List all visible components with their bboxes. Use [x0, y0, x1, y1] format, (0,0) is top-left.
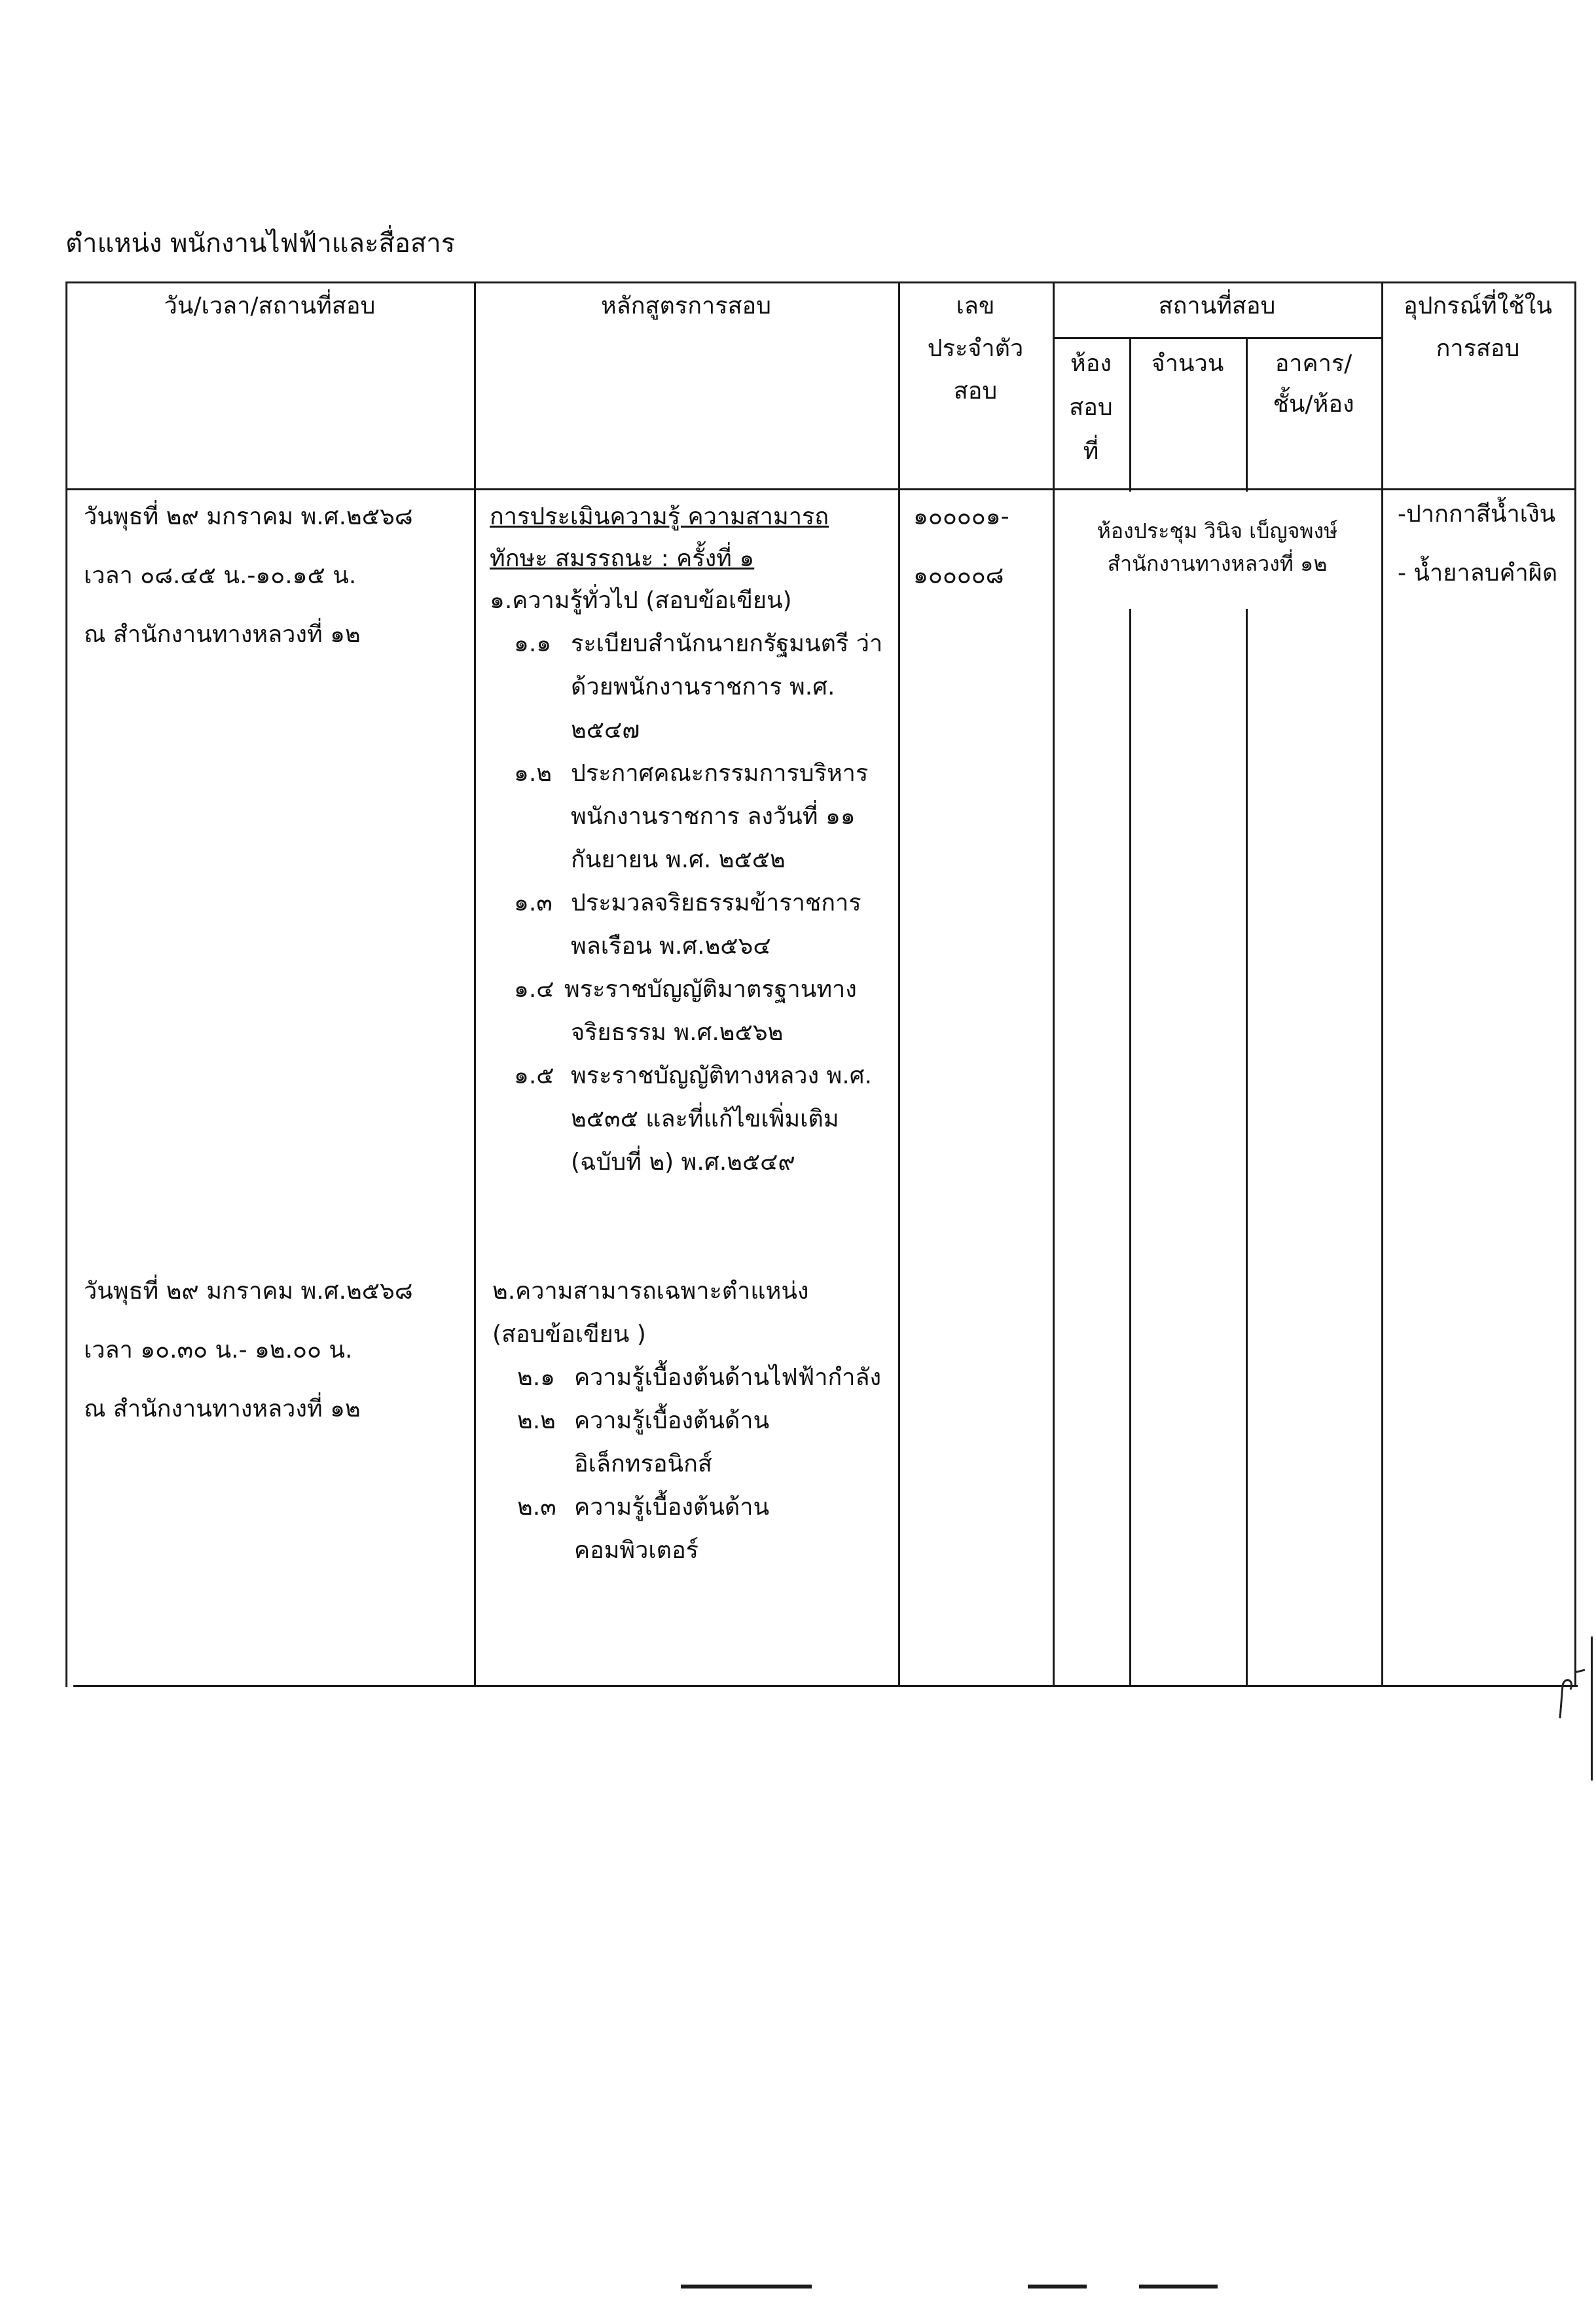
header-bottom-border: [65, 488, 1576, 490]
scan-artifact: [681, 2285, 812, 2288]
header-equipment-line1: อุปกรณ์ที่ใช้ใน: [1404, 293, 1552, 319]
table-top-border: [65, 281, 1576, 283]
scan-edge-line: [1591, 1637, 1593, 1781]
item-1-5-line2: ๒๕๓๕ และที่แก้ไขเพิ่มเติม: [571, 1106, 839, 1132]
header-count: จำนวน: [1151, 350, 1224, 377]
header-room-line1: ห้อง: [1070, 350, 1112, 377]
item-1-4-line1: พระราชบัญญัติมาตรฐานทาง: [564, 976, 857, 1003]
venue-office: สำนักงานทางหลวงที่ ๑๒: [1107, 551, 1328, 576]
item-1-4-line2: จริยธรรม พ.ศ.๒๕๖๒: [571, 1019, 784, 1046]
col-divider-1: [474, 281, 476, 1687]
item-1-3-line2: พลเรือน พ.ศ.๒๕๖๔: [571, 933, 771, 960]
session2-place: ณ สำนักงานทางหลวงที่ ๑๒: [84, 1396, 361, 1422]
item-1-5-line3: (ฉบับที่ ๒) พ.ศ.๒๕๔๙: [571, 1149, 795, 1176]
scan-artifact: [1139, 2285, 1218, 2288]
item-2-1-number: ๒.๑: [517, 1364, 556, 1391]
equipment-correction-fluid: - น้ำยาลบคำผิด: [1398, 560, 1558, 587]
initial-mark: [1555, 1666, 1587, 1725]
header-datetime-place: วัน/เวลา/สถานที่สอบ: [164, 293, 376, 319]
header-equipment-line2: การสอบ: [1436, 335, 1520, 362]
session2-time: เวลา ๑๐.๓๐ น.- ๑๒.๐๐ น.: [84, 1337, 353, 1364]
item-2-2-line1: ความรู้เบื้องต้นด้าน: [574, 1407, 770, 1434]
item-1-5-line1: พระราชบัญญัติทางหลวง พ.ศ.: [571, 1062, 872, 1089]
part2-subheading: (สอบข้อเขียน ): [492, 1321, 646, 1348]
header-venue: สถานที่สอบ: [1158, 293, 1276, 319]
equipment-pen: -ปากกาสีน้ำเงิน: [1398, 501, 1556, 528]
session1-date: วันพุธที่ ๒๙ มกราคม พ.ศ.๒๕๖๘: [84, 503, 413, 530]
header-exam-no-line3: สอบ: [953, 378, 998, 405]
position-title: ตำแหน่ง พนักงานไฟฟ้าและสื่อสาร: [65, 228, 456, 259]
header-curriculum: หลักสูตรการสอบ: [600, 293, 772, 319]
col-divider-3: [1053, 281, 1055, 1687]
item-1-2-line1: ประกาศคณะกรรมการบริหาร: [571, 760, 869, 787]
item-1-3-line1: ประมวลจริยธรรมข้าราชการ: [571, 890, 861, 916]
table-left-border: [65, 281, 67, 1687]
venue-room-name: ห้องประชุม วินิจ เบ็ญจพงษ์: [1097, 518, 1338, 543]
header-exam-no-line1: เลข: [956, 293, 995, 319]
session2-date: วันพุธที่ ๒๙ มกราคม พ.ศ.๒๕๖๘: [84, 1278, 413, 1305]
session1-time: เวลา ๐๘.๔๕ น.-๑๐.๑๕ น.: [84, 562, 357, 589]
header-exam-no-line2: ประจำตัว: [927, 335, 1024, 362]
col-divider-5-body: [1246, 609, 1248, 1687]
table-bottom-border: [73, 1685, 1578, 1687]
item-1-1-line3: ๒๕๔๗: [571, 717, 640, 744]
session1-place: ณ สำนักงานทางหลวงที่ ๑๒: [84, 621, 361, 648]
exam-number-end: ๑๐๐๐๐๘: [913, 562, 1004, 589]
item-1-2-line2: พนักงานราชการ ลงวันที่ ๑๑: [571, 803, 856, 830]
item-1-1-line1: ระเบียบสำนักนายกรัฐมนตรี ว่า: [571, 630, 883, 657]
item-2-2-number: ๒.๒: [517, 1407, 556, 1434]
col-divider-4-body: [1129, 609, 1131, 1687]
item-1-1-number: ๑.๑: [514, 630, 552, 657]
table-right-border: [1574, 281, 1576, 1687]
header-building-line1: อาคาร/: [1275, 350, 1352, 377]
part1-heading: ๑.ความรู้ทั่วไป (สอบข้อเขียน): [490, 587, 792, 614]
item-1-2-line3: กันยายน พ.ศ. ๒๕๕๒: [571, 846, 786, 873]
item-2-1-line1: ความรู้เบื้องต้นด้านไฟฟ้ากำลัง: [574, 1364, 882, 1391]
item-2-3-line2: คอมพิวเตอร์: [574, 1537, 699, 1564]
part2-heading: ๒.ความสามารถเฉพาะตำแหน่ง: [492, 1278, 809, 1305]
col-divider-6: [1381, 281, 1383, 1687]
assessment-title-line1: การประเมินความรู้ ความสามารถ: [490, 503, 829, 530]
item-1-2-number: ๑.๒: [514, 760, 553, 787]
item-1-1-line2: ด้วยพนักงานราชการ พ.ศ.: [571, 674, 835, 700]
item-1-4-number: ๑.๔: [514, 976, 554, 1003]
header-room-line3: ที่: [1083, 438, 1099, 465]
item-1-3-number: ๑.๓: [514, 890, 553, 916]
item-2-3-number: ๒.๓: [517, 1494, 556, 1521]
header-building-line2: ชั้น/ห้อง: [1273, 391, 1354, 418]
item-2-3-line1: ความรู้เบื้องต้นด้าน: [574, 1494, 770, 1521]
item-2-2-line2: อิเล็กทรอนิกส์: [574, 1451, 712, 1477]
item-1-5-number: ๑.๕: [514, 1062, 554, 1089]
col-divider-2: [898, 281, 900, 1687]
venue-subheader-line: [1053, 337, 1383, 339]
exam-number-start: ๑๐๐๐๐๑-: [913, 503, 1009, 530]
assessment-title-line2: ทักษะ สมรรถนะ : ครั้งที่ ๑: [490, 545, 755, 572]
scan-artifact: [1028, 2285, 1087, 2288]
header-room-line2: สอบ: [1069, 394, 1113, 421]
